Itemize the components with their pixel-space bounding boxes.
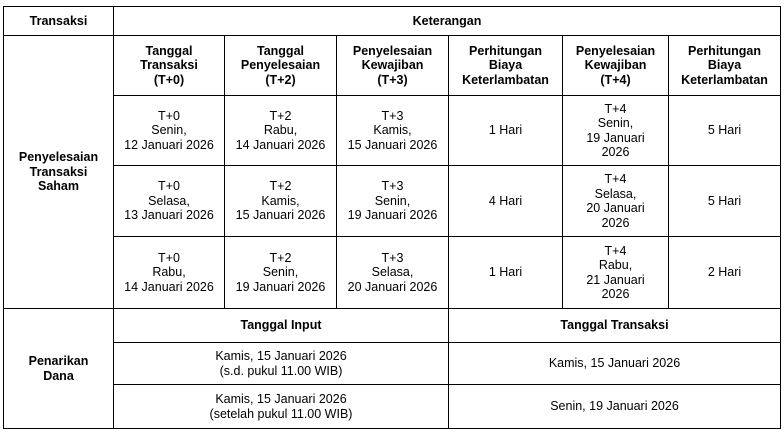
- column-header-tanggal-penyelesaian: Tanggal Penyelesaian (T+2): [240, 43, 321, 87]
- table-cell: Kamis, 15 Januari 2026 (setelah pukul 11.00 WIB): [209, 392, 353, 421]
- table-cell: 1 Hari: [488, 123, 523, 138]
- column-header-penyelesaian-kewajiban-t3: Penyelesaian Kewajiban (T+3): [352, 43, 433, 87]
- table-cell: 1 Hari: [488, 265, 523, 280]
- table-cell: T+3 Selasa, 20 Januari 2026: [347, 250, 438, 294]
- table-cell: 4 Hari: [488, 193, 523, 208]
- table-cell: T+0 Senin, 12 Januari 2026: [124, 108, 214, 152]
- row-label-penarikan-dana: Penarikan Dana: [28, 354, 89, 383]
- column-header-perhitungan-biaya-2: Perhitungan Biaya Keterlambatan: [681, 43, 768, 87]
- table-cell: T+3 Senin, 19 Januari 2026: [347, 179, 438, 223]
- grid-line: [3, 428, 781, 429]
- column-header-tanggal-transaksi: Tanggal Transaksi (T+0): [140, 43, 198, 87]
- header-keterangan: Keterangan: [412, 13, 482, 28]
- table-cell: 5 Hari: [707, 123, 742, 138]
- table-cell: T+0 Selasa, 13 Januari 2026: [124, 179, 214, 223]
- table-cell: T+2 Rabu, 14 Januari 2026: [235, 108, 326, 152]
- column-header-tanggal-input: Tanggal Input: [240, 318, 322, 333]
- column-header-perhitungan-biaya-1: Perhitungan Biaya Keterlambatan: [462, 43, 549, 87]
- table-cell: T+0 Rabu, 14 Januari 2026: [124, 250, 214, 294]
- table-cell: T+2 Kamis, 15 Januari 2026: [235, 179, 326, 223]
- table-cell: T+4 Senin, 19 Januari 2026: [586, 101, 645, 159]
- table-cell: T+4 Rabu, 21 Januari 2026: [586, 243, 645, 301]
- header-transaksi: Transaksi: [29, 13, 88, 28]
- table-cell: 2 Hari: [707, 265, 742, 280]
- row-label-penyelesaian-saham: Penyelesaian Transaksi Saham: [18, 150, 99, 194]
- table-cell: 5 Hari: [707, 193, 742, 208]
- table-cell: T+3 Kamis, 15 Januari 2026: [347, 108, 438, 152]
- column-header-penyelesaian-kewajiban-t4: Penyelesaian Kewajiban (T+4): [575, 43, 656, 87]
- grid-line: [780, 6, 781, 429]
- table-cell: Kamis, 15 Januari 2026 (s.d. pukul 11.00 WIB): [215, 349, 347, 378]
- table-cell: Kamis, 15 Januari 2026: [548, 356, 681, 371]
- column-header-tanggal-transaksi-dana: Tanggal Transaksi: [560, 318, 669, 333]
- table-cell: T+2 Senin, 19 Januari 2026: [235, 250, 326, 294]
- table-cell: Senin, 19 Januari 2026: [550, 399, 679, 414]
- table-cell: T+4 Selasa, 20 Januari 2026: [586, 172, 645, 230]
